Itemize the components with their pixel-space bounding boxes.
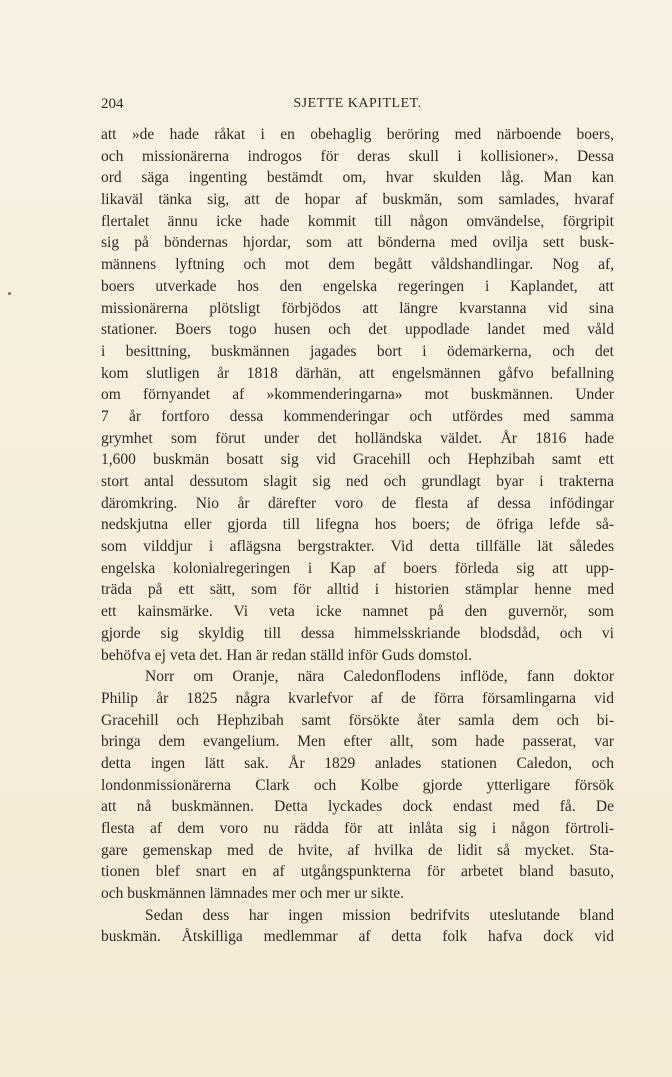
text-line: nedskjutna eller gjorda till lifegna hos boers; de öfriga lefde så- [101, 516, 614, 534]
text-line: gare gemenskap med de hvite, af hvilka de lidit så mycket. Sta- [101, 841, 614, 859]
text-line: 7 år fortforo dessa kommenderingar och utfördes med samma [101, 407, 614, 425]
text-line: männens lyftning och mot dem begått våldshandlingar. Nog af, [101, 256, 614, 274]
paragraph-3 [101, 905, 614, 948]
running-head: SJETTE KAPITLET. [293, 96, 422, 111]
page-number: 204 [101, 96, 124, 112]
text-line: detta ingen lätt sak. År 1829 anlades stationen Caledon, och [101, 754, 614, 772]
text-line: bringa dem evangelium. Men efter allt, som hade passerat, var [101, 733, 614, 751]
text-line: sig på böndernas hjordar, som att bönderna med ovilja sett busk- [101, 234, 614, 252]
text-line: ord säga ingenting bestämdt om, hvar skulden låg. Man kan [101, 169, 614, 187]
text-line: Gracehill och Hephzibah samt försökte åter samla dem och bi- [101, 711, 614, 729]
text-line: Norr om Oranje, nära Caledonflodens inflöde, fann doktor [145, 668, 614, 686]
text-line: 1,600 buskmän bosatt sig vid Gracehill och Hephzibah samt ett [101, 451, 614, 469]
paragraph-1 [101, 124, 614, 666]
text-line: som vilddjur i aflägsna bergstrakter. Vid detta tillfälle lät således [101, 538, 614, 556]
text-line: stort antal dessutom slagit sig ned och grundlagt byar i trakterna [101, 473, 614, 490]
text-line: flesta af dem voro nu rädda för att inlåta sig i någon förtroli- [101, 820, 614, 837]
text-line: likaväl tänka sig, att de hopar af buskmän, som samlades, hvaraf [101, 191, 614, 209]
text-line: och buskmännen lämnades mer och mer ur sikte. [101, 885, 405, 903]
text-line: däromkring. Nio år därefter voro de flesta af dessa infödingar [101, 494, 614, 512]
text-line: engelska kolonialregeringen i Kap af boers förleda sig att upp- [101, 559, 614, 577]
text-line: att nå buskmännen. Detta lyckades dock endast med få. De [101, 798, 614, 816]
text-line: gjorde sig skyldig till dessa himmelsskriande blodsdåd, och vi [101, 624, 614, 642]
text-line: flertalet ännu icke hade kommit till någon omvändelse, förgripit [101, 212, 614, 230]
margin-speck [8, 292, 11, 295]
page-header [101, 96, 614, 116]
body-text [101, 124, 614, 948]
text-line: träda på ett sätt, som för alltid i historien stämplar henne med [101, 581, 614, 599]
text-line: om förnyandet af »kommenderingarna» mot buskmännen. Under [101, 386, 614, 404]
paragraph-2 [101, 666, 614, 905]
text-line: tionen blef snart en af utgångspunkterna för arbetet bland basuto, [101, 863, 614, 881]
text-line: buskmän. Åtskilliga medlemmar af detta folk hafva dock vid [101, 928, 614, 946]
text-line: ett kainsmärke. Vi veta icke namnet på den guvernör, som [101, 603, 614, 621]
text-line: och missionärerna indrogos för deras skull i kollisioner». Dessa [101, 147, 614, 165]
text-line: boers utverkade hos den engelska regeringen i Kaplandet, att [101, 277, 614, 295]
text-line: missionärerna plötsligt förbjödos att längre kvarstanna vid sina [101, 299, 614, 317]
text-line: Sedan dess har ingen mission bedrifvits uteslutande bland [145, 906, 614, 924]
text-line: Philip år 1825 några kvarlefvor af de förra församlingarna vid [101, 689, 614, 707]
text-line: stationer. Boers togo husen och det uppodlade landet med våld [101, 321, 614, 339]
text-line: att »de hade råkat i en obehaglig beröring med närboende boers, [101, 126, 614, 143]
text-line: grymhet som förut under det holländska väldet. År 1816 hade [101, 429, 614, 447]
text-line: i besittning, buskmännen jagades bort i ödemarkerna, och det [101, 342, 614, 360]
text-line: behöfva ej veta det. Han är redan ställd inför Guds domstol. [101, 646, 473, 664]
text-line: londonmissionärerna Clark och Kolbe gjorde ytterligare försök [101, 776, 614, 794]
text-line: kom slutligen år 1818 därhän, att engelsmännen gåfvo befallning [101, 364, 614, 382]
